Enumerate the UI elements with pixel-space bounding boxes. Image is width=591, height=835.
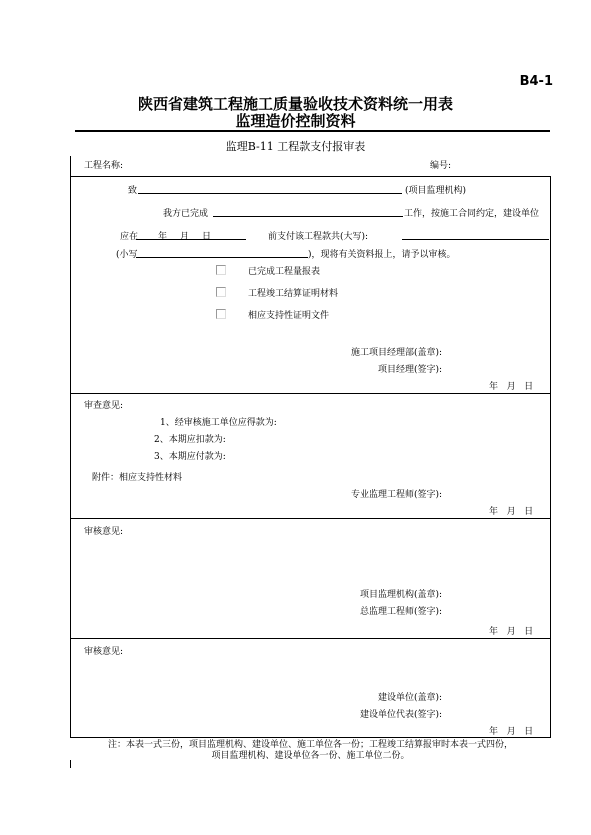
- divider-1: [70, 393, 551, 394]
- owner-representative-sign-label: 建设单位代表(签字):: [360, 710, 443, 720]
- review-item-2: 2、本期应扣款为:: [154, 435, 226, 445]
- footer-left-border: [70, 760, 71, 768]
- completed-prefix: 我方已完成: [163, 209, 209, 219]
- audit2-date: 年 月 日: [489, 727, 534, 737]
- project-name-label: 工程名称:: [84, 161, 124, 171]
- checkbox-quantity-report[interactable]: [216, 265, 226, 275]
- footer-note-line-2: 项目监理机构、建设单位各一份、施工单位二份。: [211, 751, 410, 761]
- divider-2: [70, 518, 551, 519]
- page-title: 陕西省建筑工程施工质量验收技术资料统一用表: [137, 95, 453, 113]
- number-label: 编号:: [430, 161, 452, 171]
- audit1-date: 年 月 日: [489, 627, 534, 637]
- completed-suffix: 工作，按施工合同约定，建设单位: [404, 209, 540, 219]
- checklist-item-1: 已完成工程量报表: [248, 267, 321, 277]
- specialist-engineer-sign-label: 专业监理工程师(签字):: [351, 490, 443, 500]
- review-heading: 审查意见:: [84, 401, 124, 411]
- to-prefix: 致: [128, 186, 138, 196]
- checkbox-support-docs[interactable]: [216, 309, 226, 319]
- audit1-heading: 审核意见:: [84, 527, 124, 537]
- form-title: 监理B-11 工程款支付报审表: [225, 140, 366, 153]
- due-date-field[interactable]: [136, 239, 246, 240]
- chief-engineer-sign-label: 总监理工程师(签字):: [360, 607, 443, 617]
- form-code: B4-1: [519, 74, 553, 89]
- due-day: 日: [202, 232, 212, 242]
- title-rule: [75, 130, 550, 132]
- checklist-item-2: 工程竣工结算证明材料: [248, 289, 339, 299]
- review-date: 年 月 日: [489, 507, 534, 517]
- due-year: 年: [158, 232, 168, 242]
- due-prefix: 应在: [120, 232, 139, 242]
- checkbox-settlement[interactable]: [216, 287, 226, 297]
- amount-capital-field[interactable]: [402, 239, 549, 240]
- supervision-seal-label: 项目监理机构(盖章):: [360, 590, 443, 600]
- small-amount-prefix: (小写: [116, 250, 138, 260]
- checklist-item-3: 相应支持性证明文件: [248, 311, 330, 321]
- review-attachment: 附件：相应支持性材料: [92, 473, 183, 483]
- divider-3: [70, 638, 551, 639]
- supervision-org-field[interactable]: [138, 193, 402, 194]
- due-month: 月: [180, 232, 190, 242]
- pay-amount-label: 前支付该工程款共(大写):: [268, 232, 369, 242]
- header-left-border: [70, 156, 71, 176]
- contractor-seal-label: 施工项目经理部(盖章):: [351, 348, 443, 358]
- amount-small-field[interactable]: [136, 257, 308, 258]
- form-body: [70, 176, 551, 738]
- project-manager-sign-label: 项目经理(签字):: [378, 365, 443, 375]
- footer-note-line-1: 注：本表一式三份，项目监理机构、建设单位、施工单位各一份；工程竣工结算报审时本表一式四份，: [107, 740, 513, 750]
- review-item-3: 3、本期应付款为:: [154, 452, 226, 462]
- page-subtitle: 监理造价控制资料: [235, 112, 356, 130]
- completed-work-field[interactable]: [213, 216, 403, 217]
- application-date: 年 月 日: [489, 382, 534, 392]
- to-suffix: (项目监理机构): [405, 186, 467, 196]
- review-item-1: 1、经审核施工单位应得款为:: [160, 418, 277, 428]
- owner-seal-label: 建设单位(盖章):: [378, 693, 443, 703]
- small-amount-suffix: )，现将有关资料报上，请予以审核。: [308, 250, 456, 260]
- audit2-heading: 审核意见:: [84, 647, 124, 657]
